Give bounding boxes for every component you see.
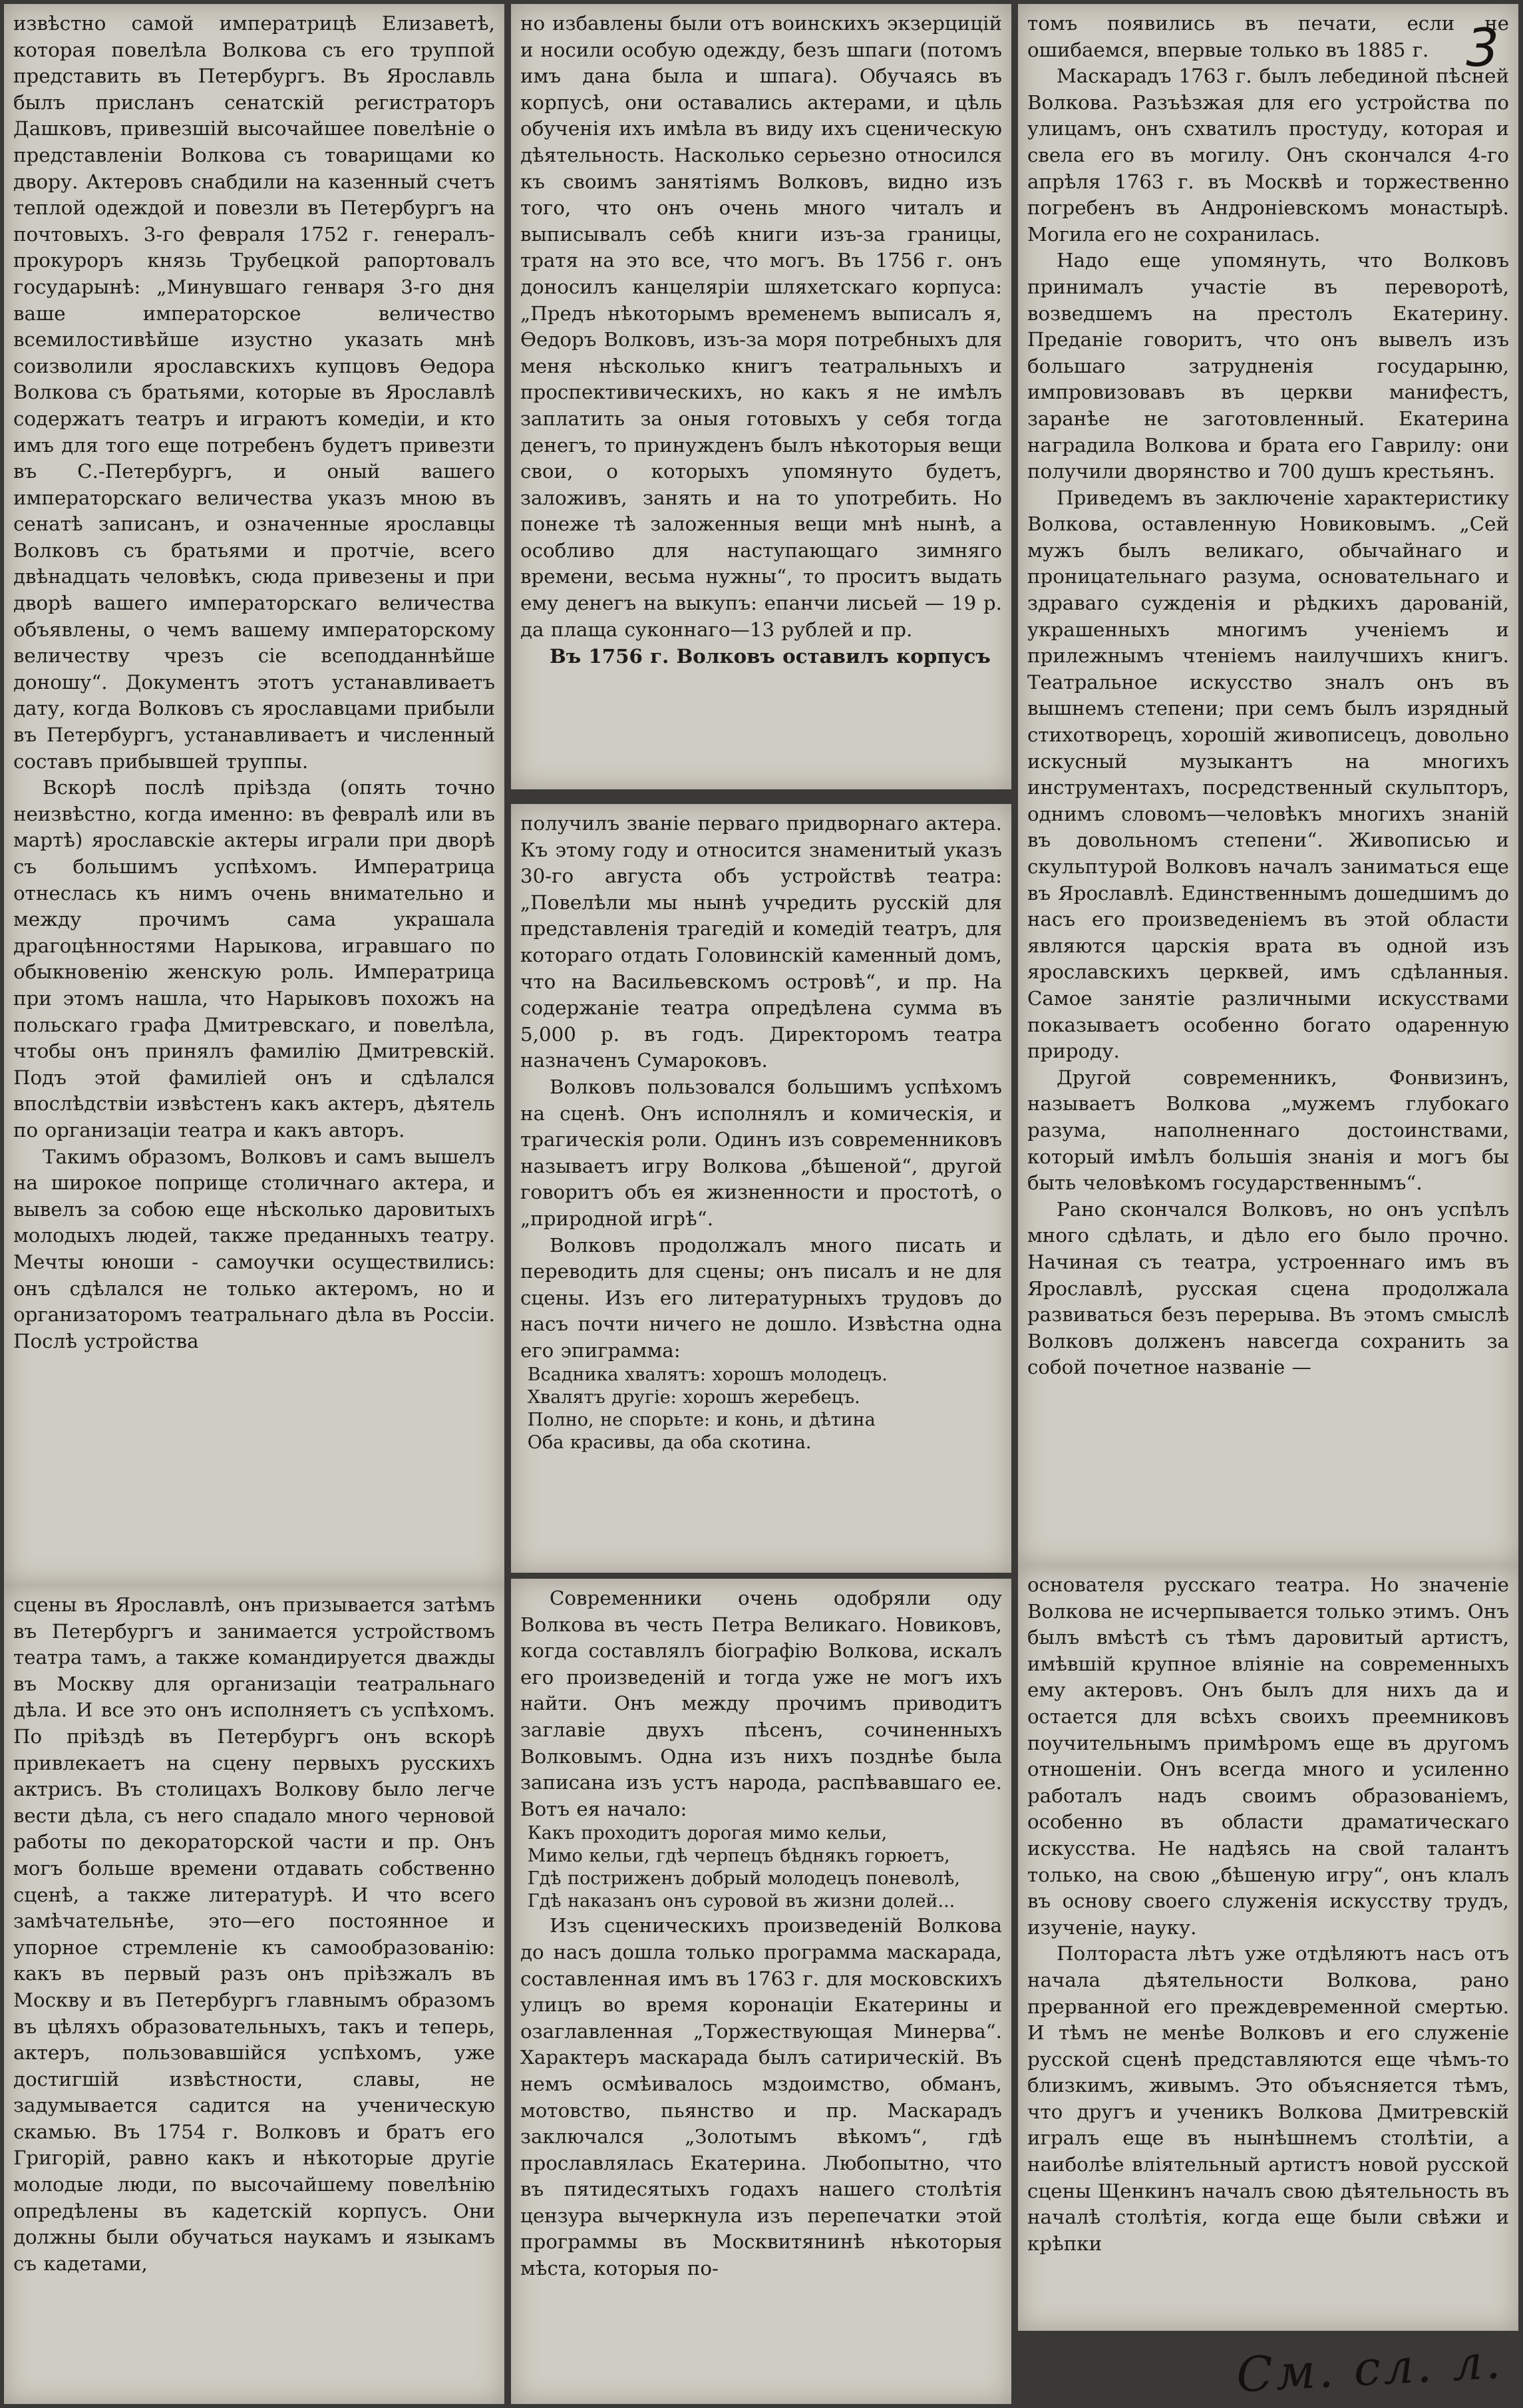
column-2-bottom-clipping <box>511 1579 1011 2404</box>
paragraph: Рано скончался Волковъ, но онъ успѣлъ много сдѣлать, и дѣло его было прочно. Начиная съ театра, устроеннаго имъ въ Ярославлѣ, русская сцена продолжала развиваться безъ перерыва. Въ этомъ смыслѣ Волковъ долженъ навсегда сохранить за собой почетное названіе — <box>1027 1197 1509 1379</box>
paragraph: Волковъ продолжалъ много писать и переводить для сцены; онъ писалъ и не для сцены. Изъ его литературныхъ трудовъ до насъ почти ничего не дошло. Извѣстна одна его эпиграмма: <box>520 1233 1002 1362</box>
verse-line: Гдѣ наказанъ онъ суровой въ жизни долей... <box>527 1891 955 1912</box>
verse-line: Полно, не спорьте: и конь, и дѣтина <box>527 1410 876 1431</box>
paragraph: Полтораста лѣтъ уже отдѣляютъ насъ отъ начала дѣятельности Волкова, рано прерванной его преждевременной смертью. И тѣмъ не менѣе Волковъ и его служеніе русской сценѣ представляются еще чѣмъ-то близкимъ, живымъ. Это объясняется тѣмъ, что другъ и ученикъ Волкова Дмитревскій игралъ еще въ нынѣшнемъ столѣтіи, а наиболѣе вліятельный артистъ новой русской сцены Щенкинъ началъ свою дѣятельность въ началѣ столѣтія, когда еще были свѣжи и крѣпки <box>1027 1942 1509 2255</box>
paragraph: основателя русскаго театра. Но значеніе Волкова не исчерпывается только этимъ. Онъ былъ вмѣстѣ съ тѣмъ даровитый артистъ, имѣвшій крупное вліяніе на современныхъ ему актеровъ. Онъ былъ для нихъ да и остается для всѣхъ своихъ преемниковъ поучительнымъ примѣромъ еще въ другомъ отношеніи. Онъ всегда много и усиленно работалъ надъ своимъ образованіемъ, особенно въ области драматическаго искусства. Не надѣясь на свой талантъ только, на свою „бѣшеную игру“, онъ клалъ въ основу своего служенія искусству трудъ, изученіе, науку. <box>1027 1573 1509 1939</box>
paragraph: Приведемъ въ заключеніе характеристику Волкова, оставленную Новиковымъ. „Сей мужъ былъ великаго, обычайнаго и проницательнаго разума, основательнаго и здраваго сужденія и рѣдкихъ дарованій, украшенныхъ многимъ ученіемъ и прилежнымъ чтеніемъ наилучшихъ книгъ. Театральное искусство зналъ онъ въ вышнемъ степени; при семъ былъ изрядный стихотворецъ, хорошій живописецъ, довольно искусный музыкантъ на многихъ инструментахъ, посредственный скульпторъ, однимъ словомъ—человѣкъ многихъ знаній въ довольномъ степени“. Живописью и скульптурой Волковъ началъ заниматься еще въ Ярославлѣ. Единственнымъ дошедшимъ до насъ его произведеніемъ въ этой области являются царскія врата въ одной изъ ярославскихъ церквей, имъ сдѣланныя. Самое занятіе различными искусствами показываетъ особенно богато одаренную природу. <box>1027 486 1509 1063</box>
column-1-bottom-clipping <box>4 1585 504 2404</box>
paragraph: Надо еще упомянуть, что Волковъ принималъ участіе въ переворотѣ, возведшемъ на престолъ Екатерину. Преданіе говоритъ, что онъ вывелъ изъ большаго затрудненія государыню, импровизовавъ въ церкви манифестъ, заранѣе не заготовленный. Екатерина наградила Волкова и брата его Гаврилу: они получили дворянство и 700 душъ крестьянъ. <box>1027 249 1509 483</box>
verse-line: Всадника хвалятъ: хорошъ молодецъ. <box>527 1364 888 1386</box>
column-3-top-clipping <box>1018 4 1518 1565</box>
paragraph: Маскарадъ 1763 г. былъ лебединой пѣсней Волкова. Разъѣзжая для его устройства по улицамъ, онъ схватилъ простуду, которая и свела его въ могилу. Онъ скончался 4-го апрѣля 1763 г. въ Москвѣ и торжественно погребенъ въ Андроніевскомъ монастырѣ. Могила его не сохранилась. <box>1027 65 1509 246</box>
column-2-top-text <box>520 11 1002 783</box>
column-3-bottom-clipping <box>1018 1565 1518 2331</box>
paragraph: Волковъ пользовался большимъ успѣхомъ на сценѣ. Онъ исполнялъ и комическія, и трагическія роли. Одинъ изъ современниковъ называетъ игру Волкова „бѣшеной“, другой говоритъ объ ея жизненности и простотѣ, о „природной игрѣ“. <box>520 1075 1002 1230</box>
paragraph: сцены въ Ярославлѣ, онъ призывается затѣмъ въ Петербургъ и занимается устройствомъ театра тамъ, а также командируется дважды въ Москву для организаціи театральнаго дѣла. И все это онъ исполняетъ съ успѣхомъ. По пріѣздѣ въ Петербургъ онъ вскорѣ привлекаетъ на сцену первыхъ русскихъ актрисъ. Въ столицахъ Волкову было легче вести дѣла, съ него спадало много черновой работы по декораторской части и пр. Онъ могъ больше времени отдавать собственно сценѣ, а также литературѣ. И что всего замѣчательнѣе, это—его постоянное и упорное стремленіе къ самообразованію: какъ въ первый разъ онъ пріѣзжалъ въ Москву и въ Петербургъ главнымъ образомъ въ цѣляхъ образовательныхъ, такъ и теперь, актеръ, пользовавшійся успѣхомъ, уже достигшій извѣстности, славы, не задумывается садится на ученическую скамью. Въ 1754 г. Волковъ и братъ его Григорій, равно какъ и нѣкоторые другіе молодые люди, по высочайшему повелѣнію опредѣлены въ кадетскій корпусъ. Они должны были обучаться наукамъ и языкамъ съ кадетами, <box>13 1593 495 2275</box>
paragraph: Другой современникъ, Фонвизинъ, называетъ Волкова „мужемъ глубокаго разума, наполненнаго достоинствами, который имѣлъ большія знанія и могъ бы быть человѣкомъ государственнымъ“. <box>1027 1066 1509 1195</box>
paragraph: Современники очень одобряли оду Волкова въ честь Петра Великаго. Новиковъ, когда составлялъ біографію Волкова, искалъ его произведеній и тогда уже не могъ ихъ найти. Онъ между прочимъ приводитъ заглавіе двухъ пѣсенъ, сочиненныхъ Волковымъ. Одна изъ нихъ позднѣе была записана изъ устъ народа, распѣвавшаго ее. Вотъ ея начало: <box>520 1587 1002 1820</box>
column-1-bottom-text <box>13 1592 495 2397</box>
verse-line: Оба красивы, да оба скотина. <box>527 1432 812 1454</box>
page-number-annotation: 3 <box>1466 19 1499 79</box>
verse-line: Гдѣ постриженъ добрый молодецъ поневолѣ, <box>527 1868 960 1890</box>
column-3-top-text <box>1027 11 1509 1559</box>
column-1-top-clipping <box>4 4 504 1585</box>
paragraph: томъ появились въ печати, если не ошибаемся, впервые только въ 1885 г. <box>1027 12 1509 61</box>
paragraph: получилъ званіе перваго придворнаго актера. Къ этому году и относится знаменитый указъ 30-го августа объ устройствѣ театра: „Повелѣли мы нынѣ учредить русскій для представленія трагедій и комедій театръ, для котораго отдать Головинскій каменный домъ, что на Васильевскомъ островѣ“, и пр. На содержаніе театра опредѣлена сумма въ 5,000 р. въ годъ. Директоромъ театра назначенъ Сумароковъ. <box>520 812 1002 1072</box>
paragraph: но избавлены были отъ воинскихъ экзерцицій и носили особую одежду, безъ шпаги (потомъ имъ дана была и шпага). Обучаясь въ корпусѣ, они оставались актерами, и цѣль обученія ихъ имѣла въ виду ихъ сценическую дѣятельность. Насколько серьезно относился къ своимъ занятіямъ Волковъ, видно изъ того, что онъ очень много читалъ и выписывалъ себѣ книги изъ-за границы, тратя на это все, что могъ. Въ 1756 г. онъ доносилъ канцеляріи шляхетскаго корпуса: „Предъ нѣкоторымъ временемъ выписалъ я, Ѳедоръ Волковъ, изъ-за моря потребныхъ для меня нѣсколько книгъ театральныхъ и проспективическихъ, но какъ я не имѣлъ заплатить за оныя готовыхъ у себя тогда денегъ, то принужденъ былъ нѣкоторыя вещи свои, о которыхъ упомянуто будетъ, заложивъ, занять и на то употребить. Но понеже тѣ заложенныя вещи мнѣ нынѣ, а особливо для наступающаго зимняго времени, весьма нужны“, то проситъ выдать ему денегъ на выкупъ: епанчи лисьей — 19 р. да плаща суконнаго—13 рублей и пр. <box>520 12 1002 641</box>
column-3-bottom-text <box>1027 1572 1509 2324</box>
column-2-top-clipping <box>511 4 1011 789</box>
paragraph: извѣстно самой императрицѣ Елизаветѣ, которая повелѣла Волкова съ его труппой представить въ Петербургъ. Въ Ярославль былъ присланъ сенатскій регистраторъ Дашковъ, привезшій высочайшее повелѣніе о представленіи Волкова съ товарищами ко двору. Актеровъ снабдили на казенный счетъ теплой одеждой и повезли въ Петербургъ на почтовыхъ. 3-го февраля 1752 г. генералъ-прокуроръ князь Трубецкой рапортовалъ государынѣ: „Минувшаго генваря 3-го дня ваше императорское величество всемилостивѣйше изустно указать мнѣ соизволили ярославскихъ купцовъ Ѳедора Волкова съ братьями, которые въ Ярославлѣ содержатъ театръ и играютъ комедіи, и кто имъ для того еще потребенъ будетъ привезти въ С.-Петербургъ, и оный вашего императорскаго величества указъ мною въ сенатѣ записанъ, и означенные ярославцы Волковъ съ братьями и протчіе, всего двѣнадцать человѣкъ, сюда привезены и при дворѣ вашего императорскаго величества объявлены, о чемъ вашему императорскому величеству чрезъ сіе всеподданнѣйше доношу“. Документъ этотъ устанавливаетъ дату, когда Волковъ съ ярославцами прибыли въ Петербургъ, устанавливаетъ и численный составъ прибывшей труппы. <box>13 12 495 773</box>
verse-line: Какъ проходитъ дорогая мимо кельи, <box>527 1823 888 1844</box>
handwritten-note: См. сл. л. <box>1234 2333 1504 2403</box>
paragraph: Изъ сценическихъ произведеній Волкова до насъ дошла только программа маскарада, составленная имъ въ 1763 г. для московскихъ улицъ во время коронаціи Екатерины и озаглавленная „Торжествующая Минерва“. Характеръ маскарада былъ сатирическій. Въ немъ осмѣивалось мздоимство, обманъ, мотовство, пьянство и пр. Маскарадъ заключался „Золотымъ вѣкомъ“, гдѣ прославлялась Екатерина. Любопытно, что въ пятидесятыхъ годахъ нашего столѣтія цензура вычеркнула изъ перепечатки этой программы въ Москвитянинѣ нѣкоторыя мѣста, которыя по- <box>520 1914 1002 2280</box>
column-2-bottom-text <box>520 1585 1002 2397</box>
column-1-top-text <box>13 11 495 1579</box>
paragraph: Такимъ образомъ, Волковъ и самъ вышелъ на широкое поприще столичнаго актера, и вывелъ за собою еще нѣсколько даровитыхъ молодыхъ людей, также преданныхъ театру. Мечты юноши - самоучки осуществились: онъ сдѣлался не только актеромъ, но и организаторомъ театральнаго дѣла въ Россіи. Послѣ устройства <box>13 1145 495 1352</box>
column-2-middle-clipping <box>511 804 1011 1573</box>
verse-line: Хвалятъ другіе: хорошъ жеребецъ. <box>527 1387 860 1408</box>
paragraph: Вскорѣ послѣ пріѣзда (опять точно неизвѣстно, когда именно: въ февралѣ или въ мартѣ) ярославскіе актеры играли при дворѣ съ большимъ успѣхомъ. Императрица отнеслась къ нимъ очень внимательно и между прочимъ сама украшала драгоцѣнностями Нарыкова, игравшаго по обыкновенію женскую роль. Императрица при этомъ нашла, что Нарыковъ похожъ на польскаго графа Дмитревскаго, и повелѣла, чтобы онъ принялъ фамилію Дмитревскій. Подъ этой фамиліей онъ и сдѣлался впослѣдствіи извѣстенъ какъ актеръ, дѣятель по организаціи театра и какъ авторъ. <box>13 776 495 1141</box>
verse-line: Мимо кельи, гдѣ черпецъ бѣднякъ горюетъ, <box>527 1846 950 1867</box>
column-2-middle-text <box>520 811 1002 1566</box>
paragraph: Въ 1756 г. Волковъ оставилъ корпусъ <box>549 644 991 668</box>
